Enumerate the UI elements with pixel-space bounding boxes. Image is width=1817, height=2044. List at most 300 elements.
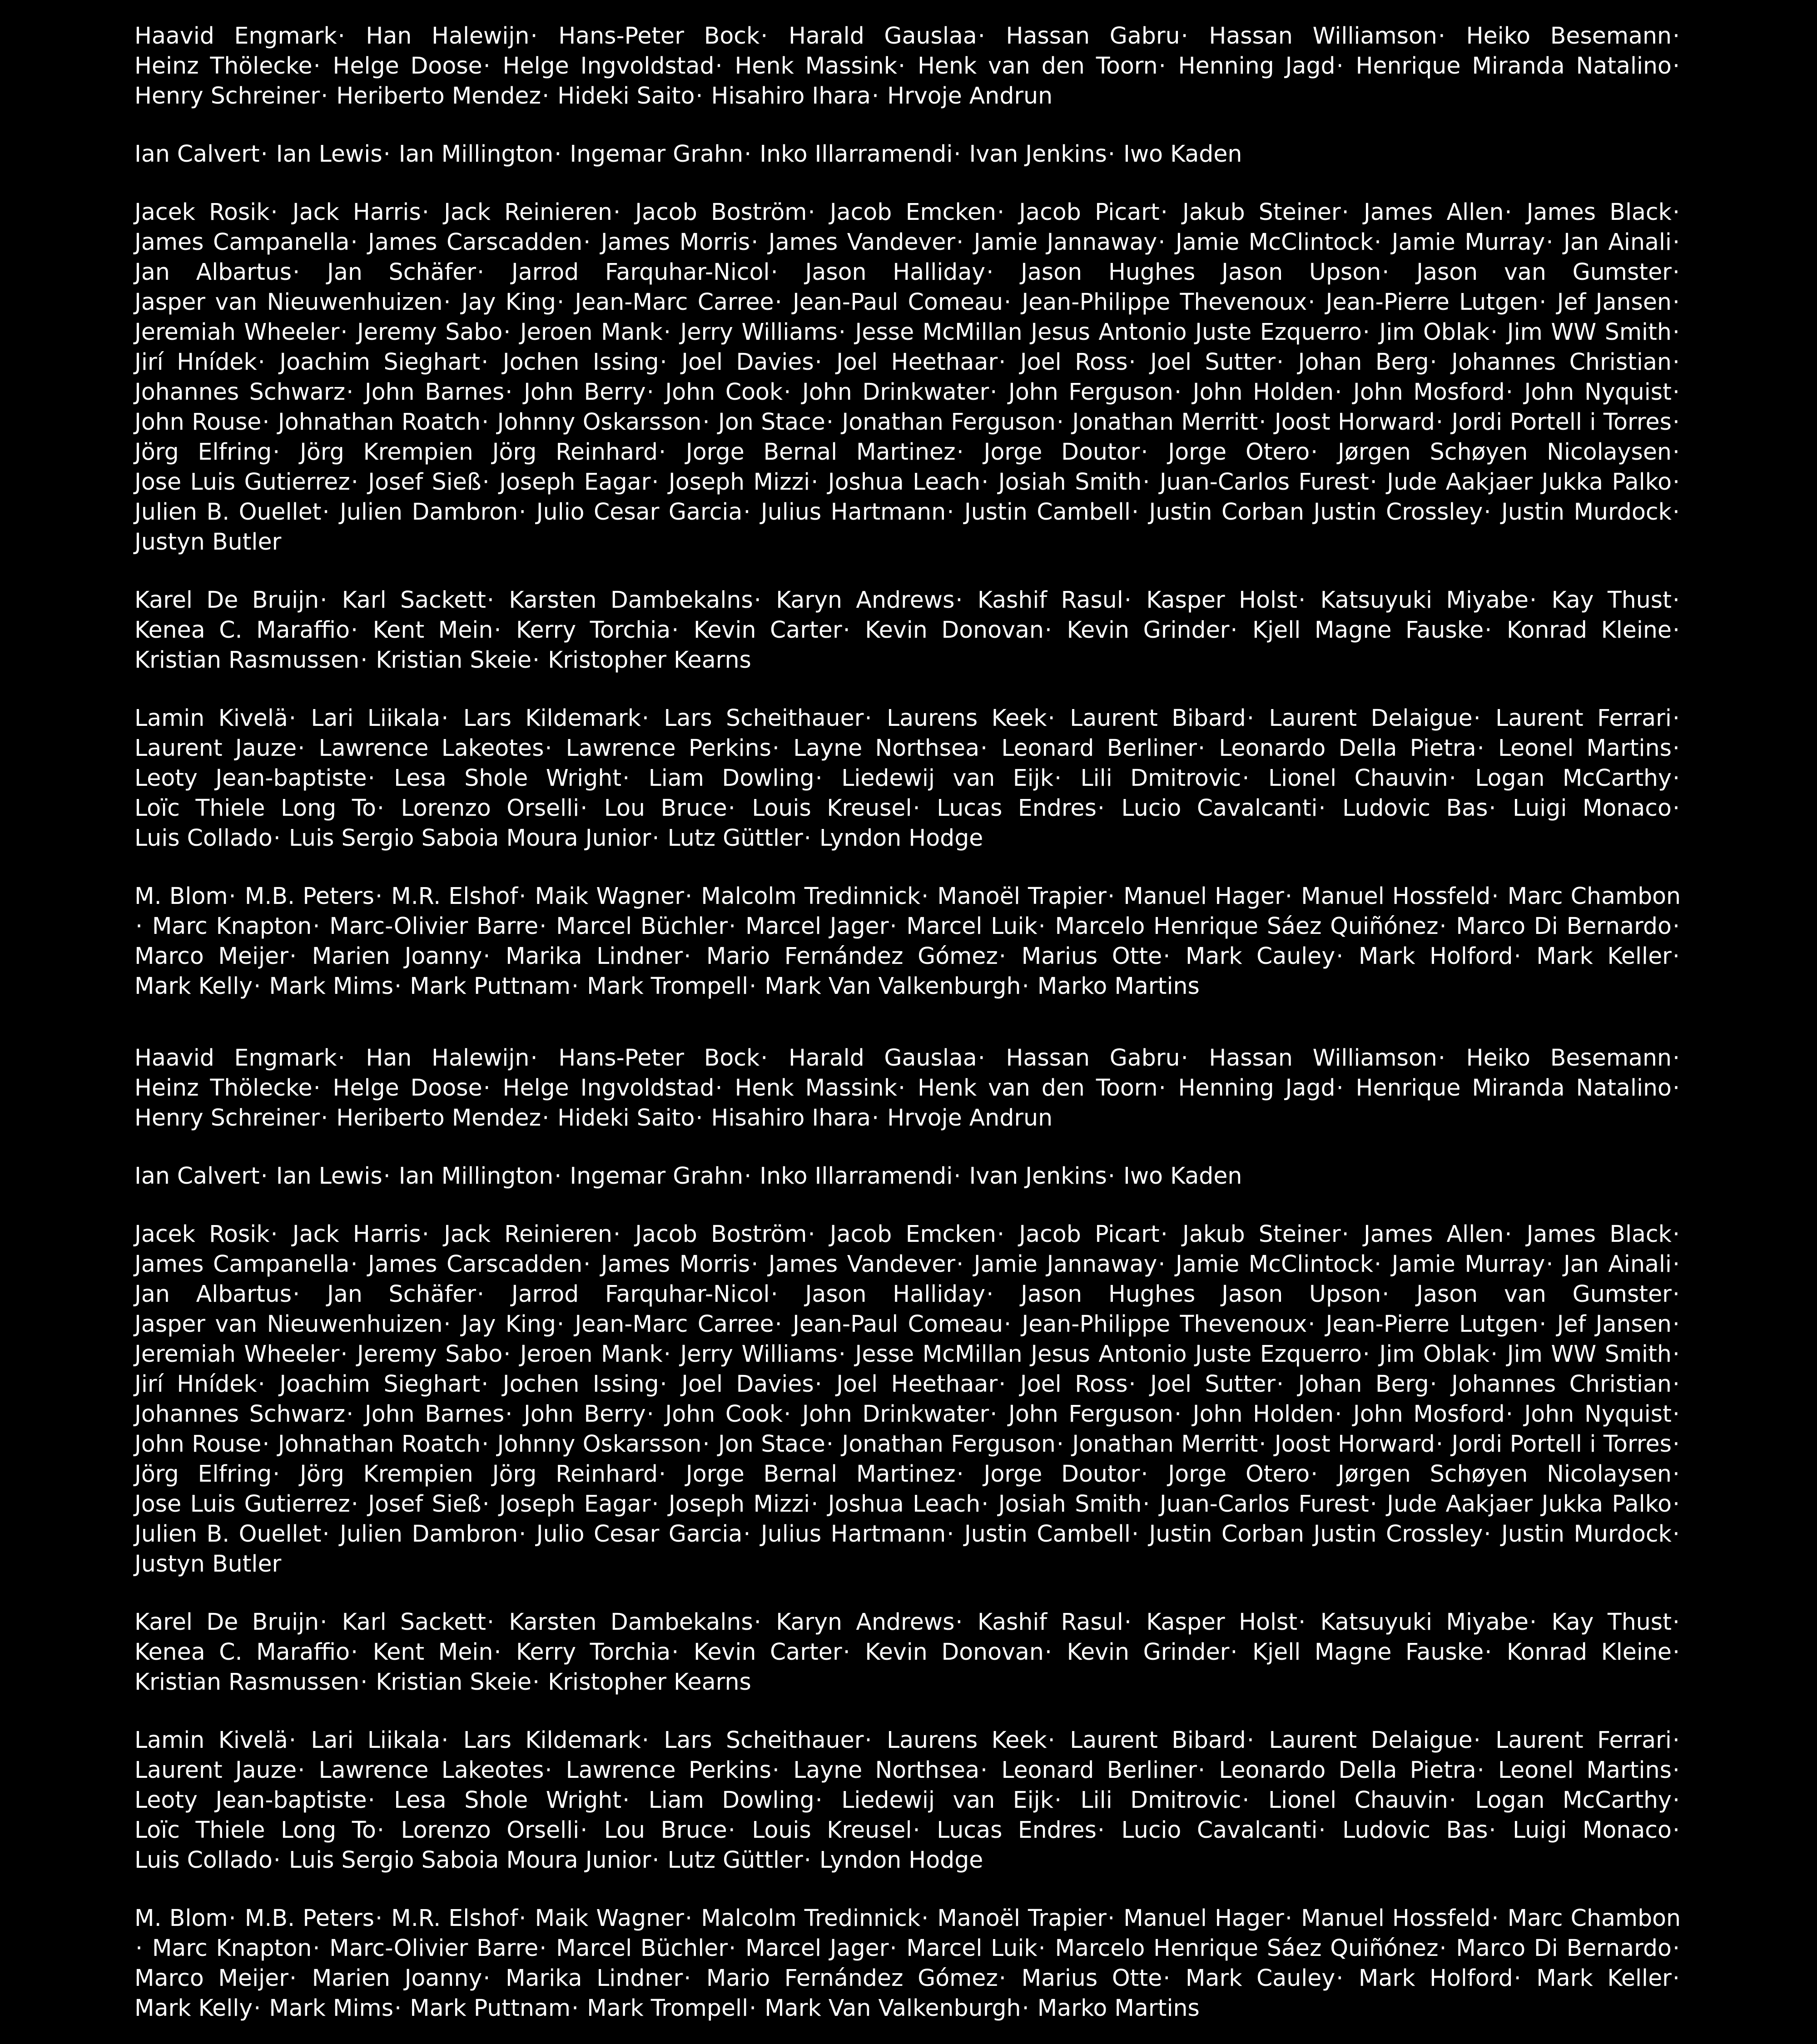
credit-name: Karel De Bruijn <box>134 1608 319 1635</box>
separator-dot: · <box>293 258 300 285</box>
separator-dot: · <box>1672 1756 1680 1783</box>
credit-name: Haavid Engmark <box>134 1044 337 1071</box>
credit-name: Jamie Jannaway <box>973 228 1157 255</box>
credit-name: Lesa Shole Wright <box>394 764 622 791</box>
credit-name: Johnathan Roatch <box>278 408 481 435</box>
separator-dot: · <box>313 52 321 79</box>
credit-name: Lou Bruce <box>604 794 727 821</box>
separator-dot: · <box>321 1104 328 1131</box>
separator-dot: · <box>1489 1816 1496 1843</box>
separator-dot: · <box>1672 1250 1680 1277</box>
separator-dot: · <box>1242 764 1250 791</box>
credit-name: Marien Joanny <box>312 943 482 969</box>
separator-dot: · <box>253 972 261 999</box>
credit-name: Laurent Jauze <box>134 1756 297 1783</box>
credit-name: Kristopher Kearns <box>548 1668 751 1695</box>
separator-dot: · <box>1198 1756 1206 1783</box>
separator-dot: · <box>1672 1935 1680 1961</box>
separator-dot: · <box>770 258 778 285</box>
credit-name: Marco Meijer <box>134 943 288 969</box>
credit-name: Lutz Güttler <box>667 824 803 851</box>
credit-name: Kristian Skeie <box>376 1668 532 1695</box>
separator-dot: · <box>804 1846 811 1873</box>
separator-dot: · <box>826 1430 834 1457</box>
credits-group-j <box>134 197 1681 557</box>
credit-name: Ingemar Grahn <box>570 140 744 167</box>
separator-dot: · <box>260 140 268 167</box>
separator-dot: · <box>871 1104 879 1131</box>
separator-dot: · <box>351 1490 358 1517</box>
credit-name: Louis Kreusel <box>752 794 912 821</box>
separator-dot: · <box>338 1044 345 1071</box>
credit-name: Marko Martins <box>1037 972 1200 999</box>
separator-dot: · <box>1672 1520 1680 1547</box>
credit-name: Jim Oblak <box>1379 1340 1490 1367</box>
credit-name: Jörg Krempien Jörg Reinhard <box>300 438 658 465</box>
separator-dot: · <box>443 288 451 315</box>
credit-name: Kashif Rasul <box>977 1608 1123 1635</box>
separator-dot: · <box>1672 943 1680 969</box>
credit-name: Jacob Emcken <box>829 1220 996 1247</box>
separator-dot: · <box>695 1104 703 1131</box>
separator-dot: · <box>1672 52 1680 79</box>
separator-dot: · <box>346 378 354 405</box>
credit-name: Jeremiah Wheeler <box>134 318 340 345</box>
separator-dot: · <box>483 943 491 969</box>
separator-dot: · <box>1439 1935 1447 1961</box>
separator-dot: · <box>1311 1460 1318 1487</box>
separator-dot: · <box>898 1074 906 1101</box>
credit-name: Julien Dambron <box>340 498 518 525</box>
credit-name: M.B. Peters <box>244 1905 374 1931</box>
credit-name: Mark Keller <box>1536 943 1672 969</box>
separator-dot: · <box>1097 794 1105 821</box>
separator-dot: · <box>715 52 723 79</box>
separator-dot: · <box>394 972 402 999</box>
separator-dot: · <box>684 943 691 969</box>
credit-name: Jörg Elfring <box>134 438 272 465</box>
credit-name: Jørgen Schøyen Nicolaysen <box>1338 438 1672 465</box>
credit-name: Jarrod Farquhar-Nicol <box>511 1280 770 1307</box>
separator-dot: · <box>646 378 654 405</box>
separator-dot: · <box>1259 408 1266 435</box>
credit-name: Kristian Rasmussen <box>134 1668 360 1695</box>
separator-dot: · <box>774 1310 782 1337</box>
credit-name: Heiko Besemann <box>1466 22 1672 49</box>
separator-dot: · <box>519 498 526 525</box>
separator-dot: · <box>539 913 547 939</box>
separator-dot: · <box>1546 228 1554 255</box>
separator-dot: · <box>494 616 501 643</box>
separator-dot: · <box>1449 764 1456 791</box>
separator-dot: · <box>1160 198 1168 225</box>
credit-name: Jamie Murray <box>1391 228 1545 255</box>
separator-dot: · <box>1672 408 1680 435</box>
separator-dot: · <box>1336 1965 1344 1991</box>
credit-name: John Cook <box>665 378 783 405</box>
credit-name: Heinz Thölecke <box>134 1074 313 1101</box>
credit-name: Karyn Andrews <box>776 586 955 613</box>
separator-dot: · <box>660 348 667 375</box>
separator-dot: · <box>1141 438 1148 465</box>
credit-name: Joseph Eagar <box>499 1490 651 1517</box>
separator-dot: · <box>774 288 782 315</box>
separator-dot: · <box>293 1280 300 1307</box>
separator-dot: · <box>749 1994 757 2021</box>
credits-group-m <box>134 881 1681 1001</box>
credits-group-h <box>134 1043 1681 1133</box>
credit-name: Jamie McClintock <box>1176 228 1374 255</box>
separator-dot: · <box>997 1220 1005 1247</box>
separator-dot: · <box>1158 1250 1166 1277</box>
separator-dot: · <box>377 794 384 821</box>
separator-dot: · <box>671 616 679 643</box>
credit-name: Jean-Philippe Thevenoux <box>1022 288 1307 315</box>
separator-dot: · <box>477 1280 485 1307</box>
separator-dot: · <box>1514 1965 1521 1991</box>
credit-name: Manuel Hossfeld <box>1301 1905 1491 1931</box>
separator-dot: · <box>838 318 846 345</box>
separator-dot: · <box>659 438 666 465</box>
credit-name: Ian Millington <box>398 140 554 167</box>
separator-dot: · <box>1514 943 1521 969</box>
separator-dot: · <box>367 764 375 791</box>
credit-name: Mark Kelly <box>134 972 253 999</box>
credit-name: James Morris <box>601 1250 750 1277</box>
credit-name: Jean-Pierre Lutgen <box>1326 1310 1539 1337</box>
credit-name: Marco Meijer <box>134 1965 288 1991</box>
credit-name: Ludovic Bas <box>1342 794 1488 821</box>
credit-name: Joseph Mizzi <box>668 1490 810 1517</box>
credits-scroll-frame-repeat <box>0 1022 1817 2044</box>
separator-dot: · <box>351 1638 358 1665</box>
separator-dot: · <box>1158 1074 1166 1101</box>
separator-dot: · <box>1439 913 1447 939</box>
credit-name: Marcel Luik <box>906 1935 1038 1961</box>
separator-dot: · <box>804 824 811 851</box>
separator-dot: · <box>772 1756 779 1783</box>
separator-dot: · <box>422 1220 429 1247</box>
credit-name: Jorge Doutor <box>983 438 1140 465</box>
separator-dot: · <box>659 1460 666 1487</box>
credit-name: Jorge Bernal Martinez <box>685 438 956 465</box>
credit-name: Joel Heethaar <box>836 1370 998 1397</box>
separator-dot: · <box>135 1935 143 1961</box>
separator-dot: · <box>978 22 985 49</box>
credit-name: John Berry <box>523 1400 646 1427</box>
credit-name: Jay King <box>461 288 556 315</box>
credit-name: Mark Holford <box>1358 1965 1513 1991</box>
credit-name: Jasper van Nieuwenhuizen <box>134 1310 443 1337</box>
credit-name: Jason Hughes Jason Upson <box>1021 1280 1381 1307</box>
credit-name: Jose Luis Gutierrez <box>134 468 350 495</box>
credit-name: Kevin Donovan <box>865 1638 1044 1665</box>
credit-name: Heriberto Mendez <box>336 82 541 109</box>
credit-name: Layne Northsea <box>793 1756 980 1783</box>
credit-name: Marius Otte <box>1021 943 1162 969</box>
credit-name: Julien Dambron <box>340 1520 518 1547</box>
separator-dot: · <box>273 824 281 851</box>
credit-name: Johan Berg <box>1298 348 1429 375</box>
credit-name: Henry Schreiner <box>134 82 320 109</box>
credit-name: Kjell Magne Fauske <box>1252 1638 1484 1665</box>
credit-name: Henrique Miranda Natalino <box>1355 52 1672 79</box>
credit-name: Ivan Jenkins <box>969 140 1107 167</box>
credit-name: Hisahiro Ihara <box>711 1104 871 1131</box>
separator-dot: · <box>1672 228 1680 255</box>
credit-name: Jason Hughes Jason Upson <box>1021 258 1381 285</box>
separator-dot: · <box>1491 1905 1499 1931</box>
separator-dot: · <box>262 1430 270 1457</box>
separator-dot: · <box>743 498 751 525</box>
credit-name: Josef Sieß <box>368 1490 482 1517</box>
credit-name: Jasper van Nieuwenhuizen <box>134 288 443 315</box>
credit-name: Johnathan Roatch <box>278 1430 481 1457</box>
separator-dot: · <box>1484 616 1492 643</box>
separator-dot: · <box>1672 794 1680 821</box>
credit-name: Jeremy Sabo <box>357 318 503 345</box>
credit-name: Marko Martins <box>1037 1994 1200 2021</box>
separator-dot: · <box>1672 1638 1680 1665</box>
credit-name: John Ferguson <box>1008 1400 1173 1427</box>
separator-dot: · <box>1672 1490 1680 1517</box>
credit-name: Lari Liikala <box>311 704 441 731</box>
credit-name: Marc Knapton <box>152 913 312 939</box>
separator-dot: · <box>313 1935 320 1961</box>
separator-dot: · <box>815 764 823 791</box>
credit-name: Jef Jansen <box>1557 288 1672 315</box>
separator-dot: · <box>487 1608 494 1635</box>
credit-name: Logan McCarthy <box>1475 764 1672 791</box>
credit-name: Manoël Trapier <box>937 1905 1107 1931</box>
separator-dot: · <box>1308 288 1316 315</box>
separator-dot: · <box>811 468 819 495</box>
separator-dot: · <box>613 1220 621 1247</box>
separator-dot: · <box>622 764 630 791</box>
credit-name: Malcolm Tredinnick <box>701 1905 921 1931</box>
separator-dot: · <box>956 438 964 465</box>
separator-dot: · <box>530 1044 538 1071</box>
credit-name: Jason van Gumster <box>1416 1280 1672 1307</box>
separator-dot: · <box>350 228 358 255</box>
separator-dot: · <box>346 1400 354 1427</box>
separator-dot: · <box>1438 1044 1445 1071</box>
credit-name: Marc-Olivier Barre <box>329 1935 539 1961</box>
credit-name: Hassan Williamson <box>1209 1044 1437 1071</box>
credit-name: Kent Mein <box>372 1638 493 1665</box>
separator-dot: · <box>1038 913 1046 939</box>
separator-dot: · <box>1539 1310 1547 1337</box>
credit-name: Karl Sackett <box>342 586 486 613</box>
credit-name: Ian Millington <box>398 1162 554 1189</box>
separator-dot: · <box>728 794 735 821</box>
separator-dot: · <box>1382 258 1390 285</box>
credit-name: Lucio Cavalcanti <box>1121 1816 1318 1843</box>
separator-dot: · <box>135 913 143 939</box>
separator-dot: · <box>260 1162 268 1189</box>
credit-name: Jochen Issing <box>502 348 659 375</box>
credit-name: Jacob Boström <box>635 198 807 225</box>
separator-dot: · <box>980 1756 988 1783</box>
separator-dot: · <box>744 1162 752 1189</box>
separator-dot: · <box>1672 198 1680 225</box>
separator-dot: · <box>1044 1638 1052 1665</box>
separator-dot: · <box>663 1340 671 1367</box>
credit-name: Lawrence Lakeotes <box>318 734 544 761</box>
separator-dot: · <box>580 794 588 821</box>
separator-dot: · <box>505 1400 513 1427</box>
separator-dot: · <box>1336 943 1344 969</box>
separator-dot: · <box>351 616 358 643</box>
separator-dot: · <box>770 1280 778 1307</box>
separator-dot: · <box>1056 1430 1064 1457</box>
credit-name: Hans-Peter Bock <box>558 1044 760 1071</box>
credit-name: Jon Stace <box>718 1430 825 1457</box>
credits-list <box>134 1022 1681 2044</box>
separator-dot: · <box>1546 1250 1554 1277</box>
separator-dot: · <box>1124 1608 1132 1635</box>
credit-name: Julien B. Ouellet <box>134 1520 322 1547</box>
credit-name: Hassan Gabru <box>1006 22 1180 49</box>
separator-dot: · <box>955 586 963 613</box>
credit-name: Laurens Keek <box>887 1726 1047 1753</box>
credit-name: Luis Sergio Saboia Moura Junior <box>288 1846 651 1873</box>
separator-dot: · <box>980 734 988 761</box>
separator-dot: · <box>258 1370 265 1397</box>
credit-name: Harald Gauslaa <box>789 22 977 49</box>
separator-dot: · <box>1672 913 1680 939</box>
credit-name: Mario Fernández Gómez <box>706 943 998 969</box>
credit-name: Luis Sergio Saboia Moura Junior <box>288 824 651 851</box>
separator-dot: · <box>1473 1726 1481 1753</box>
separator-dot: · <box>1490 1340 1498 1367</box>
separator-dot: · <box>1504 198 1512 225</box>
separator-dot: · <box>1311 438 1318 465</box>
separator-dot: · <box>1491 883 1499 909</box>
credit-name: Justyn Butler <box>134 528 282 555</box>
separator-dot: · <box>503 318 511 345</box>
separator-dot: · <box>483 1965 491 1991</box>
credit-name: Mark Trompell <box>587 972 749 999</box>
separator-dot: · <box>956 228 964 255</box>
separator-dot: · <box>542 1104 550 1131</box>
credit-name: Konrad Kleine <box>1506 1638 1672 1665</box>
credit-name: Leonard Berliner <box>1001 1756 1197 1783</box>
credit-name: John Holden <box>1192 378 1334 405</box>
separator-dot: · <box>1142 468 1150 495</box>
credit-name: Mark Van Valkenburgh <box>765 1994 1021 2021</box>
credit-name: Jean-Marc Carree <box>575 288 774 315</box>
credit-name: John Holden <box>1192 1400 1334 1427</box>
separator-dot: · <box>482 1490 490 1517</box>
credit-name: Katsuyuki Miyabe <box>1320 1608 1529 1635</box>
separator-dot: · <box>663 318 671 345</box>
credit-name: Jakub Steiner <box>1182 198 1341 225</box>
credit-name: Leoty Jean-baptiste <box>134 1786 367 1813</box>
credit-name: Liam Dowling <box>648 764 814 791</box>
credit-name: Helge Doose <box>333 1074 482 1101</box>
credit-name: M. Blom <box>134 1905 228 1931</box>
separator-dot: · <box>1374 228 1382 255</box>
separator-dot: · <box>1484 1638 1492 1665</box>
separator-dot: · <box>320 1608 328 1635</box>
separator-dot: · <box>322 1520 330 1547</box>
separator-dot: · <box>1242 1786 1250 1813</box>
credit-name: Henk van den Toorn <box>917 1074 1158 1101</box>
separator-dot: · <box>1107 1162 1115 1189</box>
credit-name: Iwo Kaden <box>1123 1162 1242 1189</box>
separator-dot: · <box>338 22 345 49</box>
separator-dot: · <box>671 1638 679 1665</box>
credit-name: Jeroen Mank <box>520 318 663 345</box>
credits-list <box>134 0 1681 1022</box>
separator-dot: · <box>1484 1520 1491 1547</box>
credit-name: Joost Horward <box>1274 408 1435 435</box>
separator-dot: · <box>351 468 358 495</box>
credit-name: Julio Cesar Garcia <box>536 1520 743 1547</box>
credit-name: Jacek Rosik <box>134 198 270 225</box>
credit-name: Marc Knapton <box>152 1935 312 1961</box>
credit-name: Ian Lewis <box>276 140 382 167</box>
credit-name: Marco Di Bernardo <box>1456 913 1672 939</box>
separator-dot: · <box>542 82 550 109</box>
separator-dot: · <box>1107 883 1115 909</box>
credit-name: Jack Reinieren <box>444 198 612 225</box>
separator-dot: · <box>641 704 649 731</box>
credit-name: Lawrence Perkins <box>566 734 771 761</box>
credit-name: Jerry Williams <box>680 318 838 345</box>
credit-name: Laurent Ferrari <box>1495 704 1672 731</box>
separator-dot: · <box>1048 1726 1055 1753</box>
credit-name: Kristian Rasmussen <box>134 646 360 673</box>
credit-name: Joachim Sieghart <box>279 348 481 375</box>
credit-name: Johnny Oskarsson <box>497 408 702 435</box>
separator-dot: · <box>660 1370 667 1397</box>
credit-name: Joel Ross <box>1020 348 1128 375</box>
credit-name: Henk Massink <box>735 1074 898 1101</box>
credit-name: Jack Harris <box>292 198 421 225</box>
credit-name: Liam Dowling <box>648 1786 814 1813</box>
credit-name: Joel Sutter <box>1150 1370 1276 1397</box>
separator-dot: · <box>532 1668 540 1695</box>
credit-name: Joost Horward <box>1274 1430 1435 1457</box>
credit-name: Hans-Peter Bock <box>558 22 760 49</box>
credit-name: Justin Cambell <box>964 498 1131 525</box>
credit-name: Kevin Grinder <box>1067 1638 1230 1665</box>
credit-name: James Carscadden <box>368 228 583 255</box>
separator-dot: · <box>1128 1370 1136 1397</box>
credit-name: Henk van den Toorn <box>917 52 1158 79</box>
credit-name: Laurent Ferrari <box>1495 1726 1672 1753</box>
separator-dot: · <box>981 1490 989 1517</box>
credit-name: Joel Heethaar <box>836 348 998 375</box>
separator-dot: · <box>583 1250 591 1277</box>
credit-name: John Nyquist <box>1524 378 1672 405</box>
separator-dot: · <box>1438 22 1445 49</box>
credit-name: Ian Calvert <box>134 140 260 167</box>
separator-dot: · <box>843 616 850 643</box>
credit-name: Karyn Andrews <box>776 1608 955 1635</box>
separator-dot: · <box>1529 1608 1537 1635</box>
separator-dot: · <box>754 586 761 613</box>
credit-name: John Barnes <box>364 378 505 405</box>
credit-name: Marcel Luik <box>906 913 1038 939</box>
separator-dot: · <box>981 468 989 495</box>
separator-dot: · <box>728 1816 735 1843</box>
separator-dot: · <box>1038 1935 1046 1961</box>
separator-dot: · <box>313 1074 321 1101</box>
credit-name: Jerry Williams <box>680 1340 838 1367</box>
